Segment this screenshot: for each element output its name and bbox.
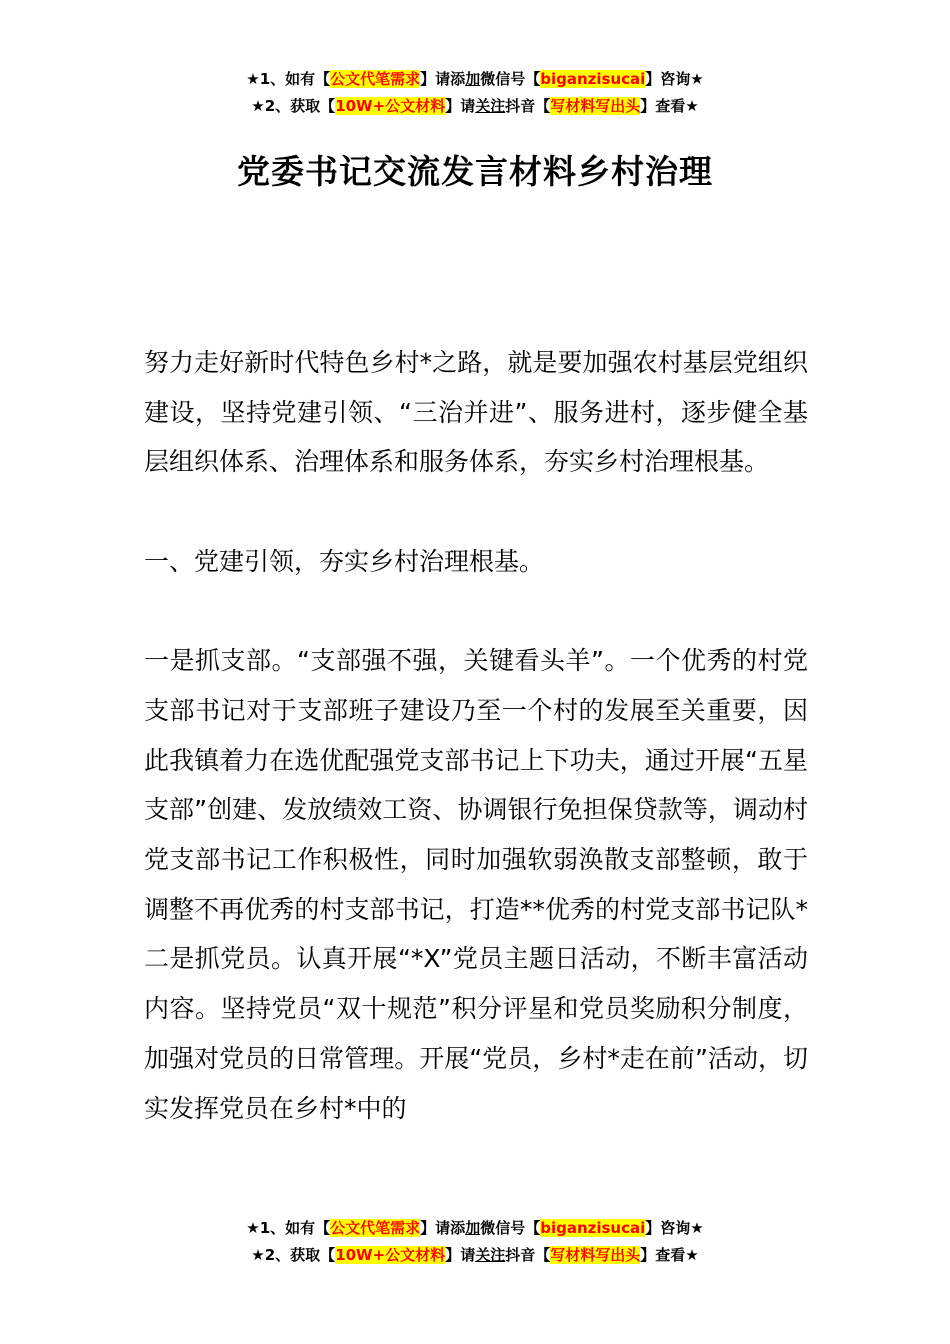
banner-line-1	[0, 66, 950, 93]
section-heading: 一、党建引领，夯实乡村治理根基。	[144, 546, 545, 576]
banner-line-1	[0, 1215, 950, 1242]
banner-line-2	[0, 93, 950, 120]
banner-text: 】请添	[420, 1219, 466, 1237]
banner-highlight: 10W+公文材料	[335, 97, 446, 115]
banner-underlined-text: 加	[465, 1219, 481, 1237]
banner-highlight: biganzisucai	[540, 1219, 646, 1237]
footer-banner	[0, 1215, 950, 1269]
banner-text: ★1、如有【	[246, 1219, 331, 1237]
body-paragraph: 努力走好新时代特色乡村*之路，就是要加强农村基层党组织建设，坚持党建引领、“三治并进”、服务进村，逐步健全基层组织体系、治理体系和服务体系，夯实乡村治理根基。	[144, 348, 808, 477]
banner-text: 】查看★	[640, 1246, 699, 1264]
banner-text: 】咨询★	[645, 70, 704, 88]
banner-text: 微信号【	[480, 70, 541, 88]
banner-text: 】咨询★	[645, 1219, 704, 1237]
banner-highlight: 写材料写出头	[550, 97, 641, 115]
banner-highlight: 写材料写出头	[550, 1246, 641, 1264]
banner-text: 抖音【	[505, 1246, 551, 1264]
header-banner	[0, 66, 950, 120]
banner-text: ★2、获取【	[251, 97, 336, 115]
banner-underlined-text: 关注	[475, 1246, 506, 1264]
banner-text: ★2、获取【	[251, 1246, 336, 1264]
banner-underlined-text: 关注	[475, 97, 506, 115]
banner-text: 】查看★	[640, 97, 699, 115]
banner-highlight: 10W+公文材料	[335, 1246, 446, 1264]
banner-line-2	[0, 1242, 950, 1269]
banner-text: 】请	[445, 1246, 476, 1264]
document-body	[144, 338, 808, 1133]
banner-text: 抖音【	[505, 97, 551, 115]
banner-text: 】请添	[420, 70, 466, 88]
banner-highlight: 公文代笔需求	[330, 1219, 421, 1237]
banner-text: 微信号【	[480, 1219, 541, 1237]
banner-text: ★1、如有【	[246, 70, 331, 88]
banner-highlight: 公文代笔需求	[330, 70, 421, 88]
banner-underlined-text: 加	[465, 70, 481, 88]
banner-text: 】请	[445, 97, 476, 115]
body-paragraph: 一是抓支部。“支部强不强，关键看头羊”。一个优秀的村党支部书记对于支部班子建设乃至一个村的发展至关重要，因此我镇着力在选优配强党支部书记上下功夫，通过开展“五星支部”创建、发放绩效工资、协调银行免担保贷款等，调动村党支部书记工作积极性，同时加强软弱涣散支部整顿，敢于调整不再优秀的村支部书记，打造**优秀的村党支部书记队*二是抓党员。认真开展“*X”党员主题日活动，不断丰富活动内容。坚持党员“双十规范”积分评星和党员奖励积分制度，加强对党员的日常管理。开展“党员，乡村*走在前”活动，切实发挥党员在乡村*中的	[144, 646, 808, 1123]
banner-highlight: biganzisucai	[540, 70, 646, 88]
document-title: 党委书记交流发言材料乡村治理	[237, 152, 713, 191]
